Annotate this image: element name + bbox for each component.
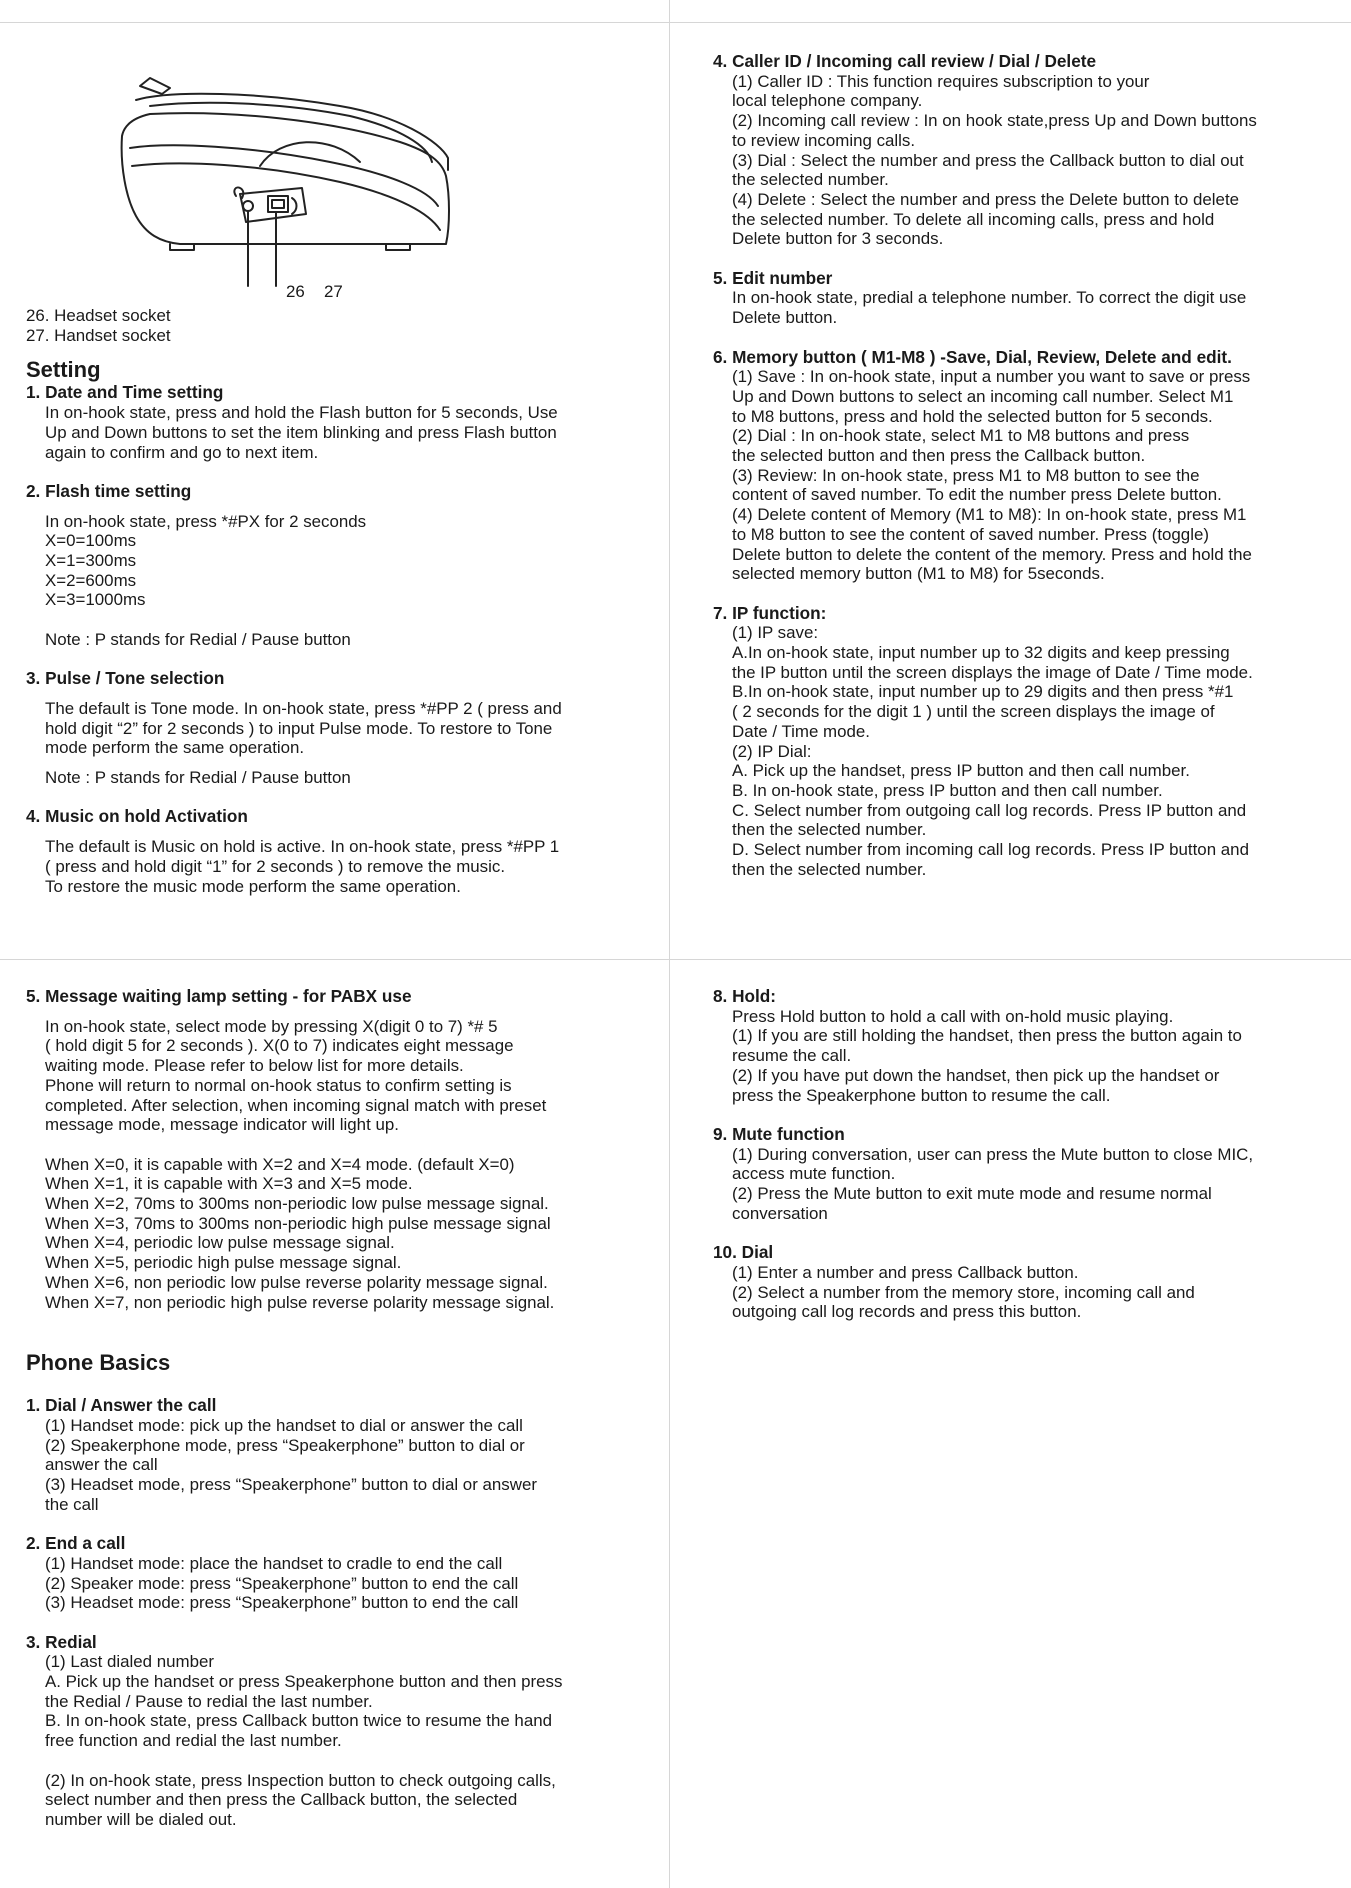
callout-26: 26 — [286, 282, 305, 301]
caption-headset-socket: 26. Headset socket — [26, 306, 171, 325]
message-modes-list: When X=0, it is capable with X=2 and X=4 mode. (default X=0) When X=1, it is capable with X=3 and X=5 mode. When X=2, 70ms to 300ms non-periodic low pulse message signal. When X=3, 70ms to 300ms non-periodic high pulse message signal When X=4, periodic low pulse message signal. When X=5, periodic high pulse message signal. When X=6, non periodic low pulse reverse polarity message signal. When X=7, non periodic high pulse reverse polarity message signal. — [45, 1154, 555, 1312]
item-heading: 10. Dial — [713, 1242, 774, 1263]
item-body: In on-hook state, predial a telephone number. To correct the digit use Delete button. — [732, 288, 1247, 328]
item-heading: 2. Flash time setting — [26, 480, 192, 501]
right-bottom-column — [713, 987, 1338, 1322]
item-heading: 7. IP function: — [713, 602, 827, 623]
page-divider-horizontal — [0, 959, 1351, 960]
flash-values: X=0=100ms X=1=300ms X=2=600ms X=3=1000ms — [45, 531, 146, 610]
dial-answer-section — [26, 1396, 646, 1514]
item-first-line: (1) Caller ID : This function requires subscription to your — [732, 71, 1150, 91]
caption-handset-socket: 27. Handset socket — [26, 325, 171, 345]
item-heading: 8. Hold: — [713, 986, 777, 1006]
edit-number-section — [713, 269, 1338, 328]
redial-section — [26, 1633, 646, 1830]
item-heading: 6. Memory button ( M1-M8 ) -Save, Dial, Review, Delete and edit. — [713, 346, 1232, 367]
item-body: Press Hold button to hold a call with on-hold music playing. (1) If you are still holding the handset, then press the button again to resume the call. (2) If you have put down the handset, then pick up the handset or press the Speakerphone button to resume the call. — [732, 1006, 1242, 1105]
item-heading: 4. Caller ID / Incoming call review / Dial / Delete — [713, 51, 1097, 71]
phone-side-view-illustration — [110, 66, 540, 306]
memory-button-section — [713, 348, 1338, 584]
item-body: Up and Down buttons to select an incoming call number. Select M1 to M8 buttons, press and hold the selected button for 5 seconds. (2) Dial : In on-hook state, select M1 to M8 buttons and press the selected button and then press the Callback button. (3) Review: In on-hook state, press M1 to M8 button to see the content of saved number. To edit the number press Delete button. (4) Delete content of Memory (M1 to M8): In on-hook state, press M1 to M8 button to see the content of saved number. Press (toggle) Delete button to delete the content of the memory. Press and hold the selected memory button (M1 to M8) for 5seconds. — [732, 386, 1252, 584]
item-body: (1) During conversation, user can press the Mute button to close MIC, access mute function. (2) Press the Mute button to exit mute mode and resume normal conversation — [732, 1144, 1254, 1223]
item-body: In on-hook state, press *#PX for 2 seconds — [45, 511, 367, 531]
page-divider-vertical — [669, 0, 670, 1888]
phone-drawing — [110, 66, 540, 306]
left-bottom-column — [26, 987, 646, 1830]
item-body: The default is Music on hold is active. In on-hook state, press *#PP 1 ( press and hold digit “1” for 2 seconds ) to remove the music. To restore the music mode perform the same operation. — [45, 837, 560, 896]
left-top-column — [26, 306, 646, 896]
item-body: In on-hook state, press and hold the Flash button for 5 seconds, Use Up and Down buttons to set the item blinking and press Flash button again to confirm and go to next item. — [45, 403, 558, 462]
setting-music-on-hold — [26, 807, 646, 896]
callout-27: 27 — [324, 282, 343, 301]
item-note: Note : P stands for Redial / Pause button — [45, 768, 351, 788]
item-body: (1) Handset mode: pick up the handset to dial or answer the call (2) Speakerphone mode, press “Speakerphone” button to dial or answer the call (3) Headset mode, press “Speakerphone” button to dial or answer the call — [45, 1415, 537, 1514]
item-heading: 3. Redial — [26, 1631, 97, 1652]
setting-date-time — [26, 383, 646, 462]
item-heading: 1. Date and Time setting — [26, 382, 224, 403]
item-body: local telephone company. (2) Incoming call review : In on hook state,press Up and Down buttons to review incoming calls. (3) Dial : Select the number and press the Callback button to dial out the selected number. (4) Delete : Select the number and press the Delete button to delete the selected number. To delete all incoming calls, press and hold Delete button for 3 seconds. — [732, 91, 1257, 249]
item-first-line: (1) Save : In on-hook state, input a number you want to save or press — [732, 367, 1251, 387]
hold-section — [713, 987, 1338, 1105]
message-waiting-section — [26, 987, 646, 1312]
item-heading: 3. Pulse / Tone selection — [26, 668, 225, 689]
item-body: (1) Handset mode: place the handset to cradle to end the call (2) Speaker mode: press “Speakerphone” button to end the call (3) Headset mode: press “Speakerphone” button to end the call — [45, 1553, 519, 1613]
item-heading: 4. Music on hold Activation — [26, 806, 248, 827]
setting-pulse-tone — [26, 669, 646, 788]
item-heading: 5. Edit number — [713, 267, 833, 288]
ip-function-section — [713, 604, 1338, 880]
end-call-section — [26, 1534, 646, 1613]
item-heading: 2. End a call — [26, 1533, 126, 1554]
setting-flash-time — [26, 482, 646, 650]
section-title-setting: Setting — [26, 357, 101, 383]
caller-id-section — [713, 52, 1338, 249]
item-body: (1) Enter a number and press Callback button. (2) Select a number from the memory store, incoming call and outgoing call log records and press this button. — [732, 1262, 1195, 1322]
item-body-2: (2) In on-hook state, press Inspection button to check outgoing calls, select number and then press the Callback button, the selected number will be dialed out. — [45, 1770, 556, 1829]
right-top-column — [713, 52, 1338, 879]
item-body: The default is Tone mode. In on-hook state, press *#PP 2 ( press and hold digit “2” for 2 seconds ) to input Pulse mode. To restore to Tone mode perform the same operation. — [45, 698, 562, 758]
section-title-phone-basics: Phone Basics — [26, 1350, 171, 1376]
item-note: Note : P stands for Redial / Pause button — [45, 629, 351, 649]
item-heading: 5. Message waiting lamp setting - for PABX use — [26, 986, 412, 1006]
item-heading: 1. Dial / Answer the call — [26, 1395, 217, 1416]
item-body: (1) Last dialed number A. Pick up the handset or press Speakerphone button and then press the Redial / Pause to redial the last number. B. In on-hook state, press Callback button twice to resume the hand free function and redial the last number. — [45, 1652, 563, 1751]
top-border — [0, 22, 1351, 23]
item-body: In on-hook state, select mode by pressing X(digit 0 to 7) *# 5 ( hold digit 5 for 2 seconds ). X(0 to 7) indicates eight message waiting mode. Please refer to below list for more details. Phone will return to normal on-hook status to confirm setting is completed. After selection, when incoming signal match with preset message mode, message indicator will light up. — [45, 1016, 547, 1135]
dial-section — [713, 1243, 1338, 1322]
item-first-line: (1) IP save: — [732, 623, 819, 643]
item-heading: 9. Mute function — [713, 1123, 845, 1144]
mute-section — [713, 1125, 1338, 1224]
item-body: A.In on-hook state, input number up to 32 digits and keep pressing the IP button until the screen displays the image of Date / Time mode. B.In on-hook state, input number up to 29 digits and then press *#1 ( 2 seconds for the digit 1 ) until the screen displays the image of Date / Time mode. (2) IP Dial: A. Pick up the handset, press IP button and then call number. B. In on-hook state, press IP button and then call number. C. Select number from outgoing call log records. Press IP button and then the selected number. D. Select number from incoming call log records. Press IP button and then the selected number. — [732, 643, 1253, 879]
